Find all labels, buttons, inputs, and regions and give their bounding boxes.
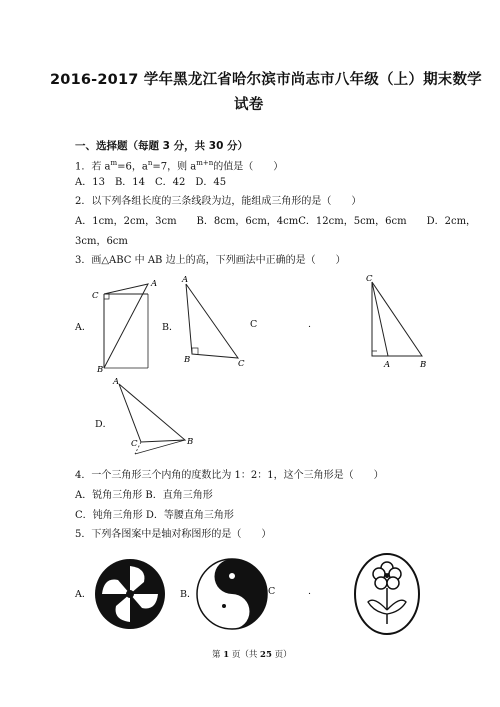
question-1-stem: [75, 157, 283, 173]
q1-stem-c: =7，则 a: [152, 161, 197, 173]
q5-figure-a: [92, 556, 168, 632]
footer-prefix: 第: [212, 650, 224, 660]
q3-option-c-label: C: [250, 319, 258, 330]
q3b-vertex-b: B: [184, 355, 191, 365]
footer-page-number: 1: [223, 650, 230, 660]
q5-option-c-dot: .: [308, 586, 312, 597]
q5-option-a-label: A．: [75, 589, 92, 600]
question-4-options-line1: A．锐角三角形 B．直角三角形: [75, 490, 213, 501]
q3-option-a-label: A．: [75, 322, 92, 333]
question-3-stem: 3．画△ABC 中 AB 边上的高，下列画法中正确的是（ ）: [75, 255, 346, 266]
q3a-right-angle-mark: [104, 294, 109, 299]
q3-option-b-label: B．: [162, 322, 179, 333]
q3c-right-angle-mark: [372, 351, 377, 356]
q3d-triangle: [119, 384, 185, 442]
q3c-vertex-c: C: [366, 274, 373, 284]
q5c-flower-center: [385, 574, 389, 578]
q3b-vertex-c: C: [238, 359, 245, 369]
q5-figure-b: [194, 556, 270, 632]
q1-sup-m: m: [110, 159, 118, 167]
q3a-triangle: [104, 284, 148, 368]
q5-option-c-label: C: [268, 586, 276, 597]
q3-figure-d: [105, 374, 200, 458]
q3-figure-b: [176, 274, 256, 370]
question-1-options: A．13 B．14 C．42 D．45: [75, 177, 227, 188]
q1-stem-b: =6，a: [117, 161, 148, 173]
q3-option-d-label: D．: [95, 419, 113, 430]
q3-figure-c: [360, 274, 435, 374]
page-footer: [212, 648, 292, 660]
q3b-vertex-a: A: [182, 275, 189, 285]
page-title-line1: 2016-2017 学年黑龙江省哈尔滨市尚志市八年级（上）期末数学: [50, 72, 482, 88]
section-heading: 一、选择题（每题 3 分，共 30 分）: [75, 140, 249, 152]
q3c-vertex-a: A: [384, 360, 391, 370]
q1-stem-a: 1．若 a: [75, 161, 111, 173]
q5b-dot-black: [222, 604, 226, 608]
q5b-dot-white: [229, 573, 235, 579]
question-4-options-line2: C．钝角三角形 D．等腰直角三角形: [75, 510, 234, 521]
q3c-vertex-b: B: [420, 360, 427, 370]
q1-sup-n: n: [147, 159, 153, 167]
q3d-vertex-b: B: [187, 437, 194, 447]
question-5-stem: 5．下列各图案中是轴对称图形的是（ ）: [75, 529, 272, 540]
q5-option-b-label: B．: [180, 589, 197, 600]
footer-mid: 页（共: [229, 650, 261, 660]
q3d-vertex-c: C: [131, 439, 138, 449]
page-title-line2: 试卷: [234, 97, 264, 113]
q1-stem-d: 的值是（ ）: [213, 161, 284, 173]
q5a-center: [126, 590, 134, 598]
q5-figure-c: [352, 552, 422, 636]
q1-sup-mn: m+n: [196, 159, 214, 167]
footer-suffix: 页）: [271, 650, 292, 660]
q3-figure-a: [88, 276, 163, 374]
q3a-vertex-a: A: [151, 279, 158, 289]
q3a-vertex-c: C: [92, 291, 99, 301]
footer-total-pages: 25: [260, 650, 272, 660]
q3b-triangle: [186, 284, 238, 358]
question-4-stem: 4．一个三角形三个内角的度数比为 1：2：1，这个三角形是（ ）: [75, 470, 384, 481]
question-2-options-line2: 3cm，6cm: [75, 236, 128, 247]
q3b-right-angle-mark: [192, 348, 198, 354]
q3-option-c-dot: .: [308, 319, 312, 330]
question-2-stem: 2．以下列各组长度的三条线段为边，能组成三角形的是（ ）: [75, 196, 362, 207]
q3a-vertex-b: B: [97, 365, 104, 374]
question-2-options-line1: A．1cm，2cm，3cm B．8cm，6cm，4cmC．12cm，5cm，6cm D．2cm，: [75, 216, 477, 227]
q3d-vertex-a: A: [113, 377, 120, 387]
